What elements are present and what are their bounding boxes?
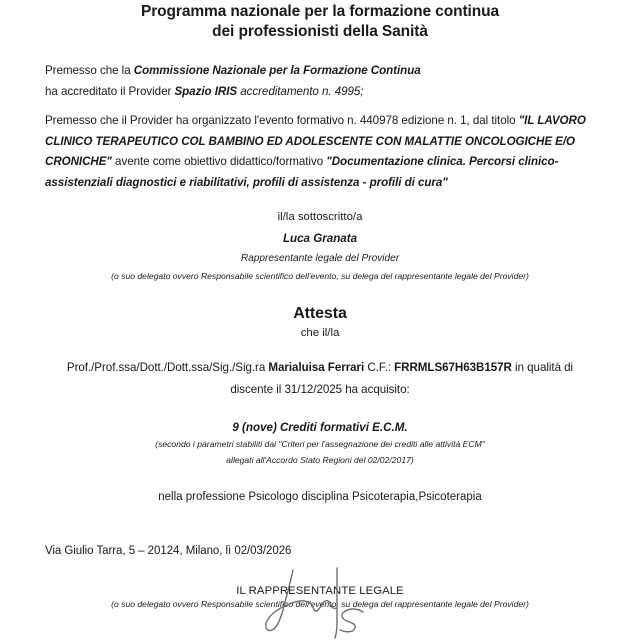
premise-paragraph-1 [45, 61, 595, 102]
participant-fiscal-code: FRRMLS67H63B157R [394, 360, 512, 374]
signatory-intro: il/la sottoscritto/a [277, 210, 363, 223]
page-title-line-1: Programma nazionale per la formazione continua [140, 3, 499, 20]
participant-titles-prefix: Prof./Prof.ssa/Dott./Dott.ssa/Sig./Sig.ra [66, 360, 269, 374]
address-and-date: Via Giulio Tarra, 5 – 20124, Milano, lì 02/03/2026 [45, 545, 292, 558]
signatory-role: Rappresentante legale del Provider [240, 252, 400, 264]
commissione-nazionale-emphasis: Commissione Nazionale per la Formazione Continua [133, 63, 421, 77]
provider-name: Spazio IRIS [174, 84, 238, 98]
attesta-subheading: che il/la [300, 326, 340, 339]
attesta-heading: Attesta [293, 304, 347, 322]
premise1-line2-prefix: ha accreditato il Provider [45, 84, 175, 98]
premise2-segment-1: Premesso che il Provider ha organizzato l'evento formativo n. 440978 edizione n. 1, dal titolo [45, 114, 519, 128]
signatory-block [45, 208, 595, 285]
premise-paragraph-2 [45, 111, 595, 194]
signature-image [255, 562, 385, 640]
event-title: "IL LAVORO CLINICO TERAPEUTICO COL BAMBINO ED ADOLESCENTE CON MALATTIE ONCOLOGICHE E/O CRONICHE" [45, 114, 586, 169]
handwritten-signature-icon [255, 562, 385, 640]
page-title [45, 0, 595, 43]
participant-name: Marialuisa Ferrari [268, 360, 365, 374]
premise1-line1-prefix: Premesso che la [45, 63, 134, 77]
credits-note-line-1: (secondo i parametri stabiliti dai "Criteri per l'assegnazione dei crediti alle attività ECM" [155, 438, 485, 449]
profession-line: nella professione Psicologo disciplina Psicoterapia,Psicoterapia [158, 491, 482, 504]
participant-qualifica-suffix: in qualità di [511, 360, 574, 374]
premise2-segment-2: avente come obiettivo didattico/formativo [111, 155, 327, 169]
participant-role-date: discente il 31/12/2025 ha acquisito: [230, 382, 410, 396]
accreditation-number: accreditamento n. 4995; [237, 84, 364, 98]
representative-title: IL RAPPRESENTANTE LEGALE [236, 585, 404, 598]
credits-amount: 9 (nove) Crediti formativi E.C.M. [232, 420, 408, 434]
participant-block [45, 357, 595, 401]
event-objective: "Documentazione clinica. Percorsi clinico-assistenziali diagnostici e riabilitativi, profili di assistenza - profili di cura" [45, 155, 559, 190]
signatory-delegation-note: (o suo delegato ovvero Responsabile scientifico dell'evento, su delega del rappresentante legale del Provider) [111, 271, 529, 282]
representative-delegation-note: (o suo delegato ovvero Responsabile scientifico dell'evento, su delega del rappresentante legale del Provider) [111, 599, 529, 610]
signatory-name: Luca Granata [282, 231, 358, 245]
participant-cf-label: C.F.: [364, 360, 395, 374]
page-title-line-2: dei professionisti della Sanità [212, 23, 428, 41]
credits-note-line-2: allegati all'Accordo Stato Regioni del 02/02/2017) [226, 455, 414, 466]
